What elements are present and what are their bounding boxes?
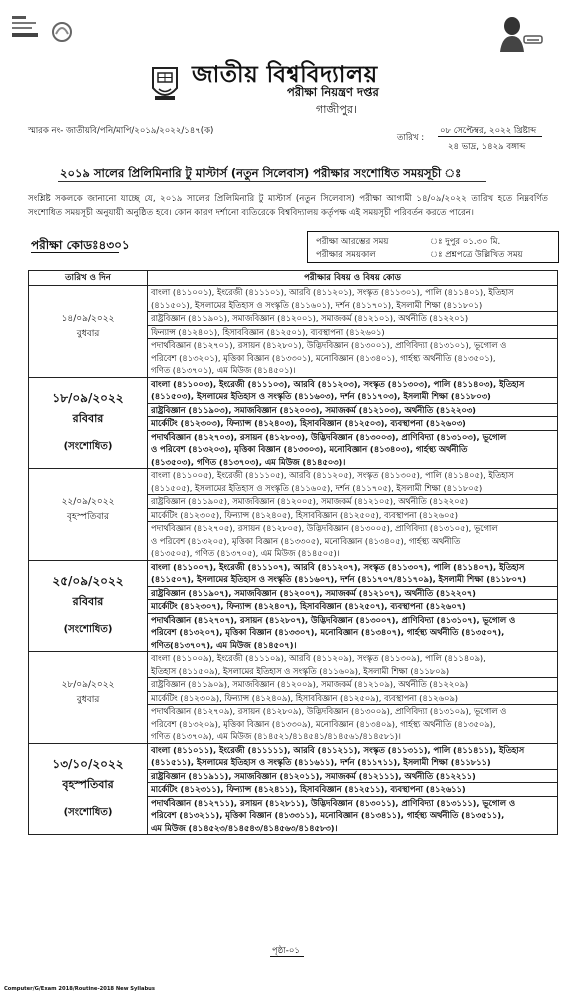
table-row xyxy=(29,377,558,469)
start-time-value: ঃ দুপুর ০১.৩০ মি. xyxy=(430,237,501,247)
subject-line: (৪১৩৫০৩), গণিত (৪১৩৭০৩), এম মিউজ (৪১৪৫০৩)। xyxy=(151,456,346,467)
subjects-cell xyxy=(148,560,558,652)
schedule-body xyxy=(29,286,558,835)
subject-group xyxy=(148,652,557,678)
subject-line: বাংলা (৪১১০০৯), ইংরেজী (৪১১১০৯), আরবি (৪১১২০৯), সংস্কৃত (৪১১৩০৯), পালি (৪১১৪০৯), xyxy=(151,653,486,663)
exam-day: বৃহস্পতিবার xyxy=(67,512,109,523)
date-day-cell xyxy=(29,560,148,652)
subject-line: পদার্থবিজ্ঞান (৪১২৭০৭), রসায়ন (৪১২৮০৭), উদ্ভিদবিজ্ঞান (৪১৩০০৭), প্রাণিবিদ্যা (৪১৩১০৭), ভূগোল ও xyxy=(151,614,516,625)
subject-group xyxy=(148,312,557,326)
notice-heading: ২০১৯ সালের প্রিলিমিনারি টু মাস্টার্স (নতুন সিলেবাস) পরীক্ষার সংশোধিত সময়সূচী ঃ xyxy=(60,166,462,180)
subject-line: (৪১১৫১১), ইসলামের ইতিহাস ও সংস্কৃতি (৪১১৬১১), দর্শন (৪১১৭১১), ইসলামী শিক্ষা (৪১১৮১১) xyxy=(151,757,491,767)
footer-file-path: Computer/G/Exam 2018/Routine-2018 New Syllabus xyxy=(4,986,155,992)
subject-line: পদার্থবিজ্ঞান (৪১২৭০৫), রসায়ন (৪১২৮০৫), উদ্ভিদবিজ্ঞান (৪১৩০০৫), প্রাণিবিদ্যা (৪১৩১০৫), ভূগোল xyxy=(151,523,498,533)
office-name: পরীক্ষা নিয়ন্ত্রণ দপ্তর xyxy=(287,85,379,99)
table-row xyxy=(29,652,558,744)
exam-day: রবিবার xyxy=(72,411,104,425)
subjects-cell xyxy=(148,286,558,378)
subject-group xyxy=(148,326,557,340)
subject-group xyxy=(148,797,557,835)
subjects-cell xyxy=(148,469,558,561)
exam-date: ১৩/১০/২০২২ xyxy=(52,756,124,771)
subject-line: (৪১১৫০৩), ইসলামের ইতিহাস ও সংস্কৃতি (৪১১৬০৩), দর্শন (৪১১৭০৩), ইসলামী শিক্ষা (৪১১৮০৩) xyxy=(151,391,491,401)
subject-group xyxy=(148,431,557,469)
university-name: জাতীয় বিশ্ববিদ্যালয় xyxy=(192,61,378,88)
date-gregorian: ০৮ সেপ্টেম্বর, ২০২২ খ্রিষ্টাব্দ xyxy=(440,126,537,136)
subject-line: মার্কেটিং (৪১২৩০৭), ফিন্যান্স (৪১২৪০৭), হিসাববিজ্ঞান (৪১২৫০৭), ব্যবস্থাপনা (৪১২৬০৭) xyxy=(151,601,466,611)
exam-day: রবিবার xyxy=(72,594,104,608)
subject-group xyxy=(148,614,557,652)
subject-group xyxy=(148,705,557,743)
subject-line: গণিত (৪১৩৭০৯), এম মিউজ (৪১৪৫২১/৪১৪৫৪১/৪১৪৫৬১/৪১৪৫৮১)। xyxy=(151,731,401,741)
date-day-cell xyxy=(29,469,148,561)
exam-date: ১৪/০৯/২০২২ xyxy=(61,314,115,325)
date-day-cell xyxy=(29,286,148,378)
subject-line: পরিবেশ (৪১৩২১১), মৃত্তিকা বিজ্ঞান (৪১৩৩১১), মনোবিজ্ঞান (৪১৩৪১১), গার্হস্থ্য অর্থনীতি (৪১৩৫১১), xyxy=(151,810,505,820)
subject-line: মার্কেটিং (৪১২৩০৩), ফিন্যান্স (৪১২৪০৩), হিসাববিজ্ঞান (৪১২৫০৩), ব্যবস্থাপনা (৪১২৬০৩) xyxy=(151,418,466,428)
subject-group xyxy=(148,417,557,431)
schedule-table xyxy=(28,270,558,835)
exam-date: ১৮/০৯/২০২২ xyxy=(52,390,124,405)
subject-line: পরিবেশ (৪১৩২০৭), মৃত্তিকা বিজ্ঞান (৪১৩৩০৭), মনোবিজ্ঞান (৪১৩৪০৭), গার্হস্থ্য অর্থনীতি (৪১৩৫০৭), xyxy=(151,627,505,637)
exam-date: ২৮/০৯/২০২২ xyxy=(61,680,115,691)
subject-line: গণিত(৪১৩৭০৭), এম মিউজ (৪১৪৫০৭)। xyxy=(151,639,297,650)
subject-line: মার্কেটিং (৪১২৩০৯), ফিন্যান্স (৪১২৪০৯), হিসাববিজ্ঞান (৪১২৫০৯), ব্যবস্থাপনা (৪১২৬০৯) xyxy=(151,692,458,703)
header-date-day: তারিখ ও দিন xyxy=(29,271,148,286)
date-day-cell xyxy=(29,743,148,835)
subject-line: গণিত (৪১৩৭০১), এম মিউজ (৪১৪৫০১)। xyxy=(151,365,296,375)
subjects-cell xyxy=(148,652,558,744)
header-subjects: পরীক্ষার বিষয় ও বিষয় কোড xyxy=(148,271,558,286)
exam-day: বৃহস্পতিবার xyxy=(62,777,114,791)
subject-line: (৪১৩৫০৫), গণিত (৪১৩৭০৫), এম মিউজ (৪১৪৫০৫)। xyxy=(151,548,340,558)
subject-line: বাংলা (৪১১০১১), ইংরেজী (৪১১১১১), আরবি (৪১১২১১), সংস্কৃত (৪১১৩১১), পালি (৪১১৪১১), ইতিহাস xyxy=(151,744,525,755)
subject-line: (৪১১৫০৭), ইসলামের ইতিহাস ও সংস্কৃতি (৪১১৬০৭), দর্শন (৪১১৭০৭/৪১১৭০৯), ইসলামী শিক্ষা (৪১১৮০৭) xyxy=(151,574,527,584)
subject-line: রাষ্ট্রবিজ্ঞান (৪১১৯০৫), সমাজবিজ্ঞান (৪১২০০৫), সমাজকর্ম (৪১২১০৫), অর্থনীতি (৪১২২০৫) xyxy=(151,496,469,506)
subject-group xyxy=(148,469,557,495)
date-bangla: ২৪ ভাদ্র, ১৪২৯ বঙ্গাব্দ xyxy=(448,142,526,152)
subject-line: মার্কেটিং (৪১২৩১১), ফিন্যান্স (৪১২৪১১), হিসাববিজ্ঞান (৪১২৫১১), ব্যবস্থাপনা (৪১২৬১১) xyxy=(151,784,466,794)
revised-note: (সংশোধিত) xyxy=(63,806,113,818)
subject-line: রাষ্ট্রবিজ্ঞান (৪১১৯০৯), সমাজবিজ্ঞান (৪১২০০৯), সমাজকর্ম (৪১২১০৯), অর্থনীতি (৪১২২০৯) xyxy=(151,679,469,689)
date-day-cell xyxy=(29,652,148,744)
subject-line: ও পরিবেশ (৪১৩২০৩), মৃত্তিকা বিজ্ঞান (৪১৩৩০৩), মনোবিজ্ঞান (৪১৩৪০৩), গার্হস্থ্য অর্থনীতি xyxy=(151,444,468,454)
subject-line: ইতিহাস (৪১১৫০৯), ইসলামের ইতিহাস ও সংস্কৃতি (৪১১৬০৯), ইসলামী শিক্ষা (৪১১৮০৯) xyxy=(151,665,450,676)
subject-group xyxy=(148,692,557,706)
start-time-label: পরীক্ষা আরম্ভের সময় xyxy=(316,237,389,247)
subject-line: রাষ্ট্রবিজ্ঞান (৪১১৯১১), সমাজবিজ্ঞান (৪১২০১১), সমাজকর্ম (৪১২১১১), অর্থনীতি (৪১২২১১) xyxy=(151,770,476,781)
subject-line: বাংলা (৪১১০০৩), ইংরেজী (৪১১১০৩), আরবি (৪১১২০৩), সংস্কৃত (৪১১৩০৩), পালি (৪১১৪০৩), ইতিহাস xyxy=(151,378,525,389)
campaign-logo-icon xyxy=(10,12,80,46)
subject-group xyxy=(148,339,557,377)
page-number-underline xyxy=(270,956,304,957)
subject-line: পরিবেশ (৪১৩২০১), মৃত্তিকা বিজ্ঞান (৪১৩৩০১), মনোবিজ্ঞান (৪১৩৪০১), গার্হস্থ্য অর্থনীতি (৪১৩৫০১), xyxy=(151,352,496,363)
date-label: তারিখ : xyxy=(397,133,425,143)
subject-group xyxy=(148,509,557,523)
subjects-cell xyxy=(148,377,558,469)
subject-line: পরিবেশ (৪১৩২০৯), মৃত্তিকা বিজ্ঞান (৪১৩৩০৯), মনোবিজ্ঞান (৪১৩৪০৯), গার্হস্থ্য অর্থনীতি (৪১৩৫০৯), xyxy=(151,718,496,729)
subject-group xyxy=(148,600,557,614)
subject-line: বাংলা (৪১১০০৭), ইংরেজী (৪১১১০৭), আরবি (৪১১২০৭), সংস্কৃত (৪১১৩০৭), পালি (৪১১৪০৭), ইতিহাস xyxy=(151,561,525,572)
subject-line: ফিন্যান্স (৪১২৪০১), হিসাববিজ্ঞান (৪১২৫০১), ব্যবস্থাপনা (৪১২৬০১) xyxy=(151,326,385,337)
date-divider xyxy=(438,136,542,137)
subject-line: (৪১১৫০৫), ইসলামের ইতিহাস ও সংস্কৃতি (৪১১৬০৫), দর্শন (৪১১৭০৫), ইসলামী শিক্ষা (৪১১৮০৫) xyxy=(151,482,483,493)
subject-group xyxy=(148,587,557,601)
subject-line: রাষ্ট্রবিজ্ঞান (৪১১৯০৭), সমাজবিজ্ঞান (৪১২০০৭), সমাজকর্ম (৪১২১০৭), অর্থনীতি (৪১২২০৭) xyxy=(151,587,476,598)
portrait-logo-icon xyxy=(494,14,544,52)
subject-line: পদার্থবিজ্ঞান (৪১২৭১১), রসায়ন (৪১২৮১১), উদ্ভিদবিজ্ঞান (৪১৩০১১), প্রাণিবিদ্যা (৪১৩১১১), ভূগোল ও xyxy=(151,797,515,808)
subjects-cell xyxy=(148,743,558,835)
subject-group xyxy=(148,783,557,797)
revised-note: (সংশোধিত) xyxy=(63,623,113,635)
subject-group xyxy=(148,744,557,770)
subject-line: বাংলা (৪১১০০১), ইংরেজী (৪১১১০১), আরবি (৪১১২০১), সংস্কৃত (৪১১৩০১), পালি (৪১১৪০১), ইতিহাস xyxy=(151,287,514,297)
university-emblem-icon xyxy=(150,62,180,104)
subject-group xyxy=(148,770,557,784)
subject-line: বাংলা (৪১১০০৫), ইংরেজী (৪১১১০৫), আরবি (৪১১২০৫), সংস্কৃত (৪১১৩০৫), পালি (৪১১৪০৫), ইতিহাস xyxy=(151,470,514,480)
exam-date: ২৫/০৯/২০২২ xyxy=(52,573,124,588)
exam-code-underline xyxy=(31,252,119,253)
notice-body: সংশ্লিষ্ট সকলকে জানানো যাচ্ছে যে, ২০১৯ সালের প্রিলিমিনারি টু মাস্টার্স (নতুন সিলেবাস) পরীক্ষা আগামী ১৪/০৯/২০২২ তারিখ হতে নিম্নবর্ণিত সংশোধিত সময়সূচী অনুযায়ী অনুষ্ঠিত হবে। কোন কারণ দর্শানো ব্যতিরেকে বিশ্ববিদ্যালয় কর্তৃপক্ষ এই সময়সূচী পরিবর্তন করতে পারেন। xyxy=(28,194,548,218)
subject-line: রাষ্ট্রবিজ্ঞান (৪১১৯০৩), সমাজবিজ্ঞান (৪১২০০৩), সমাজকর্ম (৪১২১০৩), অর্থনীতি (৪১২২০৩) xyxy=(151,404,476,415)
table-header-row xyxy=(29,271,558,286)
subject-line: পদার্থবিজ্ঞান (৪১২৭০৯), রসায়ন (৪১২৮০৯), উদ্ভিদবিজ্ঞান (৪১৩০০৯), প্রাণিবিদ্যা (৪১৩১০৯), ভূগোল ও xyxy=(151,706,507,716)
subject-line: পদার্থবিজ্ঞান (৪১২৭০৩), রসায়ন (৪১২৮০৩), উদ্ভিদবিজ্ঞান (৪১৩০০৩), প্রাণিবিদ্যা (৪১৩১০৩), ভূগোল xyxy=(151,431,507,442)
subject-line: রাষ্ট্রবিজ্ঞান (৪১১৯০১), সমাজবিজ্ঞান (৪১২০০১), সমাজকর্ম (৪১২১০১), অর্থনীতি (৪১২২০১) xyxy=(151,313,469,323)
subject-group xyxy=(148,678,557,692)
exam-code-label: পরীক্ষা কোডঃ৪৩০১ xyxy=(31,238,130,252)
exam-time-box xyxy=(307,231,559,263)
date-day-cell xyxy=(29,377,148,469)
exam-day: বুধবার xyxy=(76,695,100,706)
exam-date: ২২/০৯/২০২২ xyxy=(61,497,115,508)
subject-line: (৪১১৫০১), ইসলামের ইতিহাস ও সংস্কৃতি (৪১১৬০১), দর্শন (৪১১৭০১), ইসলামী শিক্ষা (৪১১৮০১) xyxy=(151,299,483,310)
exam-day: বুধবার xyxy=(76,329,100,340)
subject-line: এম মিউজ (৪১৪৫২৩/৪১৪৫৪৩/৪১৪৫৬৩/৪১৪৫৮৩)। xyxy=(151,822,338,833)
subject-group xyxy=(148,286,557,312)
memo-reference: স্মারক নং- জাতীয়বি/পনি/মাপি/২০১৯/২০২২/১৪৭(ক) xyxy=(28,126,214,136)
subject-group xyxy=(148,561,557,587)
table-row xyxy=(29,560,558,652)
subject-line: ও পরিবেশ (৪১৩২০৫), মৃত্তিকা বিজ্ঞান (৪১৩৩০৫), মনোবিজ্ঞান (৪১৩৪০৫), গার্হস্থ্য অর্থনীতি xyxy=(151,535,461,546)
table-row xyxy=(29,286,558,378)
duration-label: পরীক্ষার সময়কাল xyxy=(316,250,376,260)
subject-line: মার্কেটিং (৪১২৩০৫), ফিন্যান্স (৪১২৪০৫), হিসাববিজ্ঞান (৪১২৫০৫), ব্যবস্থাপনা (৪১২৬০৫) xyxy=(151,509,458,520)
office-city: গাজীপুর। xyxy=(316,103,357,116)
subject-group xyxy=(148,495,557,509)
table-row xyxy=(29,469,558,561)
duration-value: ঃ প্রশ্নপত্রে উল্লিখিত সময় xyxy=(430,250,523,260)
subject-group xyxy=(148,522,557,560)
subject-line: পদার্থবিজ্ঞান (৪১২৭০১), রসায়ন (৪১২৮০১), উদ্ভিদবিজ্ঞান (৪১৩০০১), প্রাণিবিদ্যা (৪১৩১০১), ভূগোল ও xyxy=(151,340,507,350)
page-number: পৃষ্ঠা-০১ xyxy=(272,946,300,956)
table-row xyxy=(29,743,558,835)
subject-group xyxy=(148,378,557,404)
subject-group xyxy=(148,404,557,418)
revised-note: (সংশোধিত) xyxy=(63,440,113,452)
heading-underline xyxy=(58,181,486,182)
